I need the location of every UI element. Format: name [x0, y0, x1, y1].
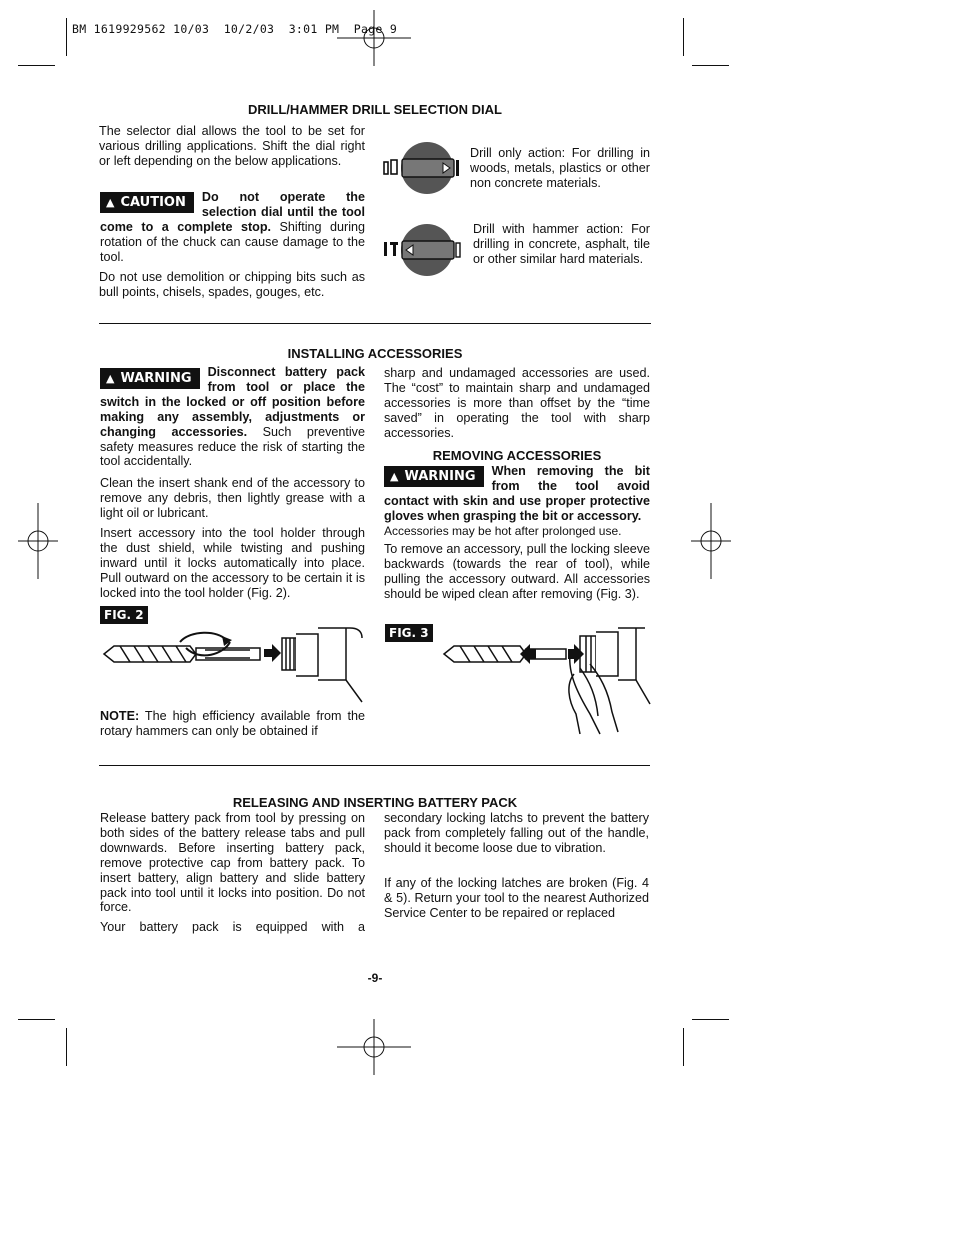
caution-bold-text: Do not operate the selection dial until the tool come to a complete stop. [100, 190, 365, 234]
crop-mark [18, 1019, 55, 1020]
crop-mark [66, 1028, 67, 1066]
fig3-remove-bit-illustration [440, 624, 650, 736]
dial-hammer-drill-icon [382, 222, 466, 280]
registration-mark-right [691, 503, 731, 579]
battery-equipped-text: Your battery pack is equipped with a [100, 920, 365, 934]
battery-latch-text: secondary locking latchs to prevent the battery pack from completely falling out of the handle, should it become loose due to vibration. [384, 811, 649, 855]
print-slug: BM 1619929562 10/03 10/2/03 3:01 PM Page 9 [72, 22, 398, 36]
fig2-label: FIG. 2 [100, 606, 148, 624]
clean-instructions: Clean the insert shank end of the accessory to remove any debris, then lightly grease with a light oil or lubricant. [100, 476, 365, 520]
crop-mark [18, 65, 55, 66]
registration-mark-top [337, 10, 411, 66]
page-number: -9- [367, 971, 383, 985]
crop-mark [683, 18, 684, 56]
caution-badge: ▲ CAUTION [100, 192, 194, 213]
crop-mark [692, 1019, 729, 1020]
warning-triangle-icon: ▲ [106, 372, 115, 385]
section-divider [99, 323, 651, 324]
fig2-insert-bit-illustration [100, 624, 366, 704]
caution-block [100, 190, 365, 265]
warning-triangle-icon: ▲ [390, 470, 399, 483]
hot-accessories-note: Accessories may be hot after prolonged use. [384, 523, 622, 538]
section-divider [99, 765, 650, 766]
battery-broken-latch-text: If any of the locking latches are broken (Fig. 4 & 5). Return your tool to the nearest Authorized Service Center to be repaired or replaced [384, 876, 649, 920]
note-label: NOTE: [100, 709, 140, 723]
selector-intro: The selector dial allows the tool to be set for various drilling applications. Shift the dial right or left depending on the below applications. [99, 124, 365, 168]
remove-instructions: To remove an accessory, pull the locking sleeve backwards (towards the rear of tool), while pulling the accessory outward. All accessories should be wiped clean after removing (Fig. 3). [384, 542, 650, 601]
drill-only-text: Drill only action: For drilling in woods, metals, plastics or other non concrete materials. [470, 146, 650, 190]
warning-badge: ▲ WARNING [100, 368, 200, 389]
warning-block-remove [384, 464, 650, 539]
warning2-bold-text: When removing the bit from the tool avoid contact with skin and use proper protective gloves when grasping the bit or accessory. [384, 464, 650, 523]
section-title-installing: INSTALLING ACCESSORIES [287, 346, 463, 361]
battery-release-text: Release battery pack from tool by pressing on both sides of the battery release tabs and pull downwards. Before inserting battery pack, remove protective cap from battery pack. To insert battery, align battery and slide battery pack into tool until it locks into position. Do not force. [100, 811, 365, 915]
registration-mark-left [18, 503, 58, 579]
warning-block-install [100, 365, 365, 469]
caution-text: Shifting during rotation of the chuck can cause damage to the tool. [100, 219, 366, 264]
crop-mark [683, 1028, 684, 1066]
warning-bold-text: Disconnect battery pack from tool or place the switch in the locked or off position before making any assembly, adjustments or changing accessories. [100, 365, 365, 439]
warning-badge: ▲ WARNING [384, 466, 484, 487]
warning-text: Such preventive safety measures reduce the risk of starting the tool accidentally. [100, 424, 365, 469]
insert-instructions: Insert accessory into the tool holder through the dust shield, while twisting and pushing inward until it locks automatically into place. Pull outward on the accessory to be certain it is locked into the tool holder (Fig. 2). [100, 526, 365, 600]
registration-mark-bottom [337, 1019, 411, 1075]
section-title-removing: REMOVING ACCESSORIES [432, 448, 602, 463]
warning-triangle-icon: ▲ [106, 196, 115, 209]
crop-mark [692, 65, 729, 66]
fig3-label: FIG. 3 [385, 624, 433, 642]
note-text: The high efficiency available from the rotary hammers can only be obtained if [100, 709, 365, 738]
drill-hammer-text: Drill with hammer action: For drilling in concrete, asphalt, tile or other similar hard materials. [473, 222, 650, 266]
section-title-selection-dial: DRILL/HAMMER DRILL SELECTION DIAL [248, 102, 502, 117]
demolition-note: Do not use demolition or chipping bits such as bull points, chisels, spades, gouges, etc. [99, 270, 365, 299]
section-title-battery: RELEASING AND INSERTING BATTERY PACK [232, 795, 518, 810]
accessories-continued: sharp and undamaged accessories are used. The “cost” to maintain sharp and undamaged accessories is more than offset by the “time saved” in operating the tool with sharp accessories. [384, 366, 650, 440]
dial-drill-only-icon [382, 140, 466, 198]
crop-mark [66, 18, 67, 56]
note-paragraph [100, 709, 365, 739]
